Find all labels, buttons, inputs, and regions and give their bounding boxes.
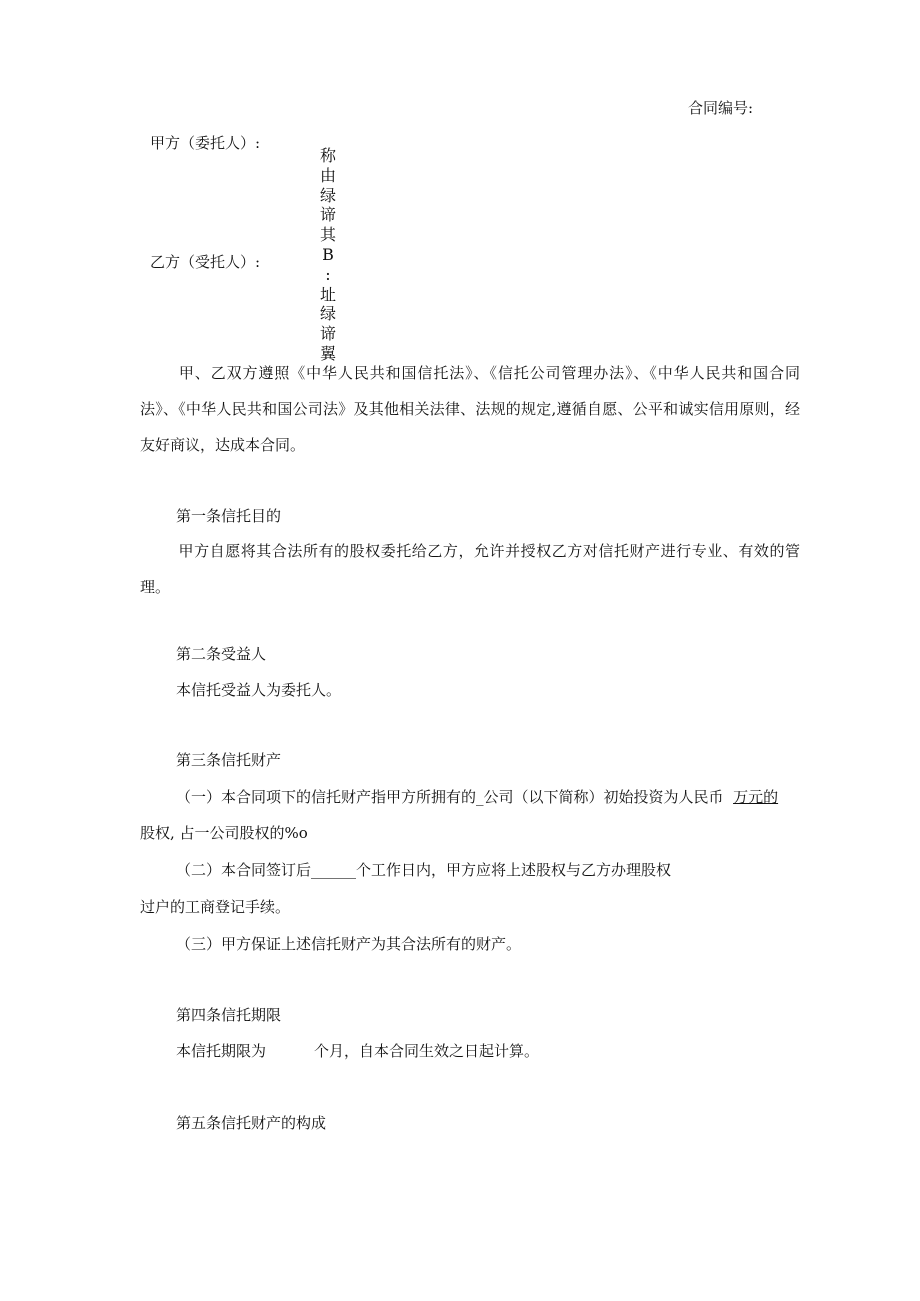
party-a-label: 甲方（委托人）:: [150, 134, 261, 152]
vertical-char: 由: [319, 165, 336, 185]
vertical-char: 其: [319, 225, 336, 245]
article-3-title: 第三条信托财产: [176, 751, 282, 769]
article-3-item-1-underlined: 万元的: [733, 788, 779, 806]
vertical-text-column: [318, 146, 338, 364]
vertical-char: 翼: [319, 343, 336, 363]
article-5-title: 第五条信托财产的构成: [176, 1114, 327, 1132]
contract-number-label: 合同编号:: [688, 99, 754, 117]
article-4-body: [176, 1044, 539, 1059]
vertical-char: 址: [319, 284, 336, 304]
article-1-body: [140, 533, 800, 605]
article-1-text: 甲方自愿将其合法所有的股权委托给乙方，允许并授权乙方对信托财产进行专业、有效的管理。: [140, 542, 800, 596]
article-2-body: 本信托受益人为委托人。: [176, 681, 342, 699]
article-2-title: 第二条受益人: [176, 645, 267, 663]
party-b-label: 乙方（受托人）:: [150, 253, 261, 271]
article-3-item-1-line-2: 股权, 占一公司股权的%o: [140, 824, 308, 842]
vertical-char: 绿: [319, 185, 336, 205]
vertical-char: 称: [319, 146, 336, 165]
preamble-text: 甲、乙双方遵照《中华人民共和国信托法》、《信托公司管理办法》、《中华人民共和国合同法》、《中华人民共和国公司法》及其他相关法律、法规的规定,遵循自愿、公平和诚实信用原则，经友好商议，达成本合同。: [140, 364, 800, 454]
article-3-item-1: [176, 790, 778, 805]
article-4-text-part-1: 本信托期限为: [176, 1042, 267, 1060]
vertical-char: 绿: [319, 304, 336, 324]
article-1-title: 第一条信托目的: [176, 507, 282, 525]
vertical-char: 谛: [319, 205, 336, 225]
vertical-char: 谛: [319, 324, 336, 344]
vertical-char: :: [325, 264, 331, 284]
article-3-item-2-line-2: 过户的工商登记手续。: [140, 898, 291, 916]
article-4-text-part-2: 个月，自本合同生效之日起计算。: [314, 1042, 540, 1060]
article-4-title: 第四条信托期限: [176, 1006, 282, 1024]
article-3-item-1-text: （一）本合同项下的信托财产指甲方所拥有的_公司（以下简称）初始投资为人民币: [176, 788, 724, 806]
article-3-item-2: （二）本合同签订后______个工作日内，甲方应将上述股权与乙方办理股权: [176, 861, 672, 879]
vertical-char: B: [322, 244, 334, 264]
preamble-paragraph: [140, 355, 800, 463]
article-3-item-3: （三）甲方保证上述信托财产为其合法所有的财产。: [176, 935, 522, 953]
